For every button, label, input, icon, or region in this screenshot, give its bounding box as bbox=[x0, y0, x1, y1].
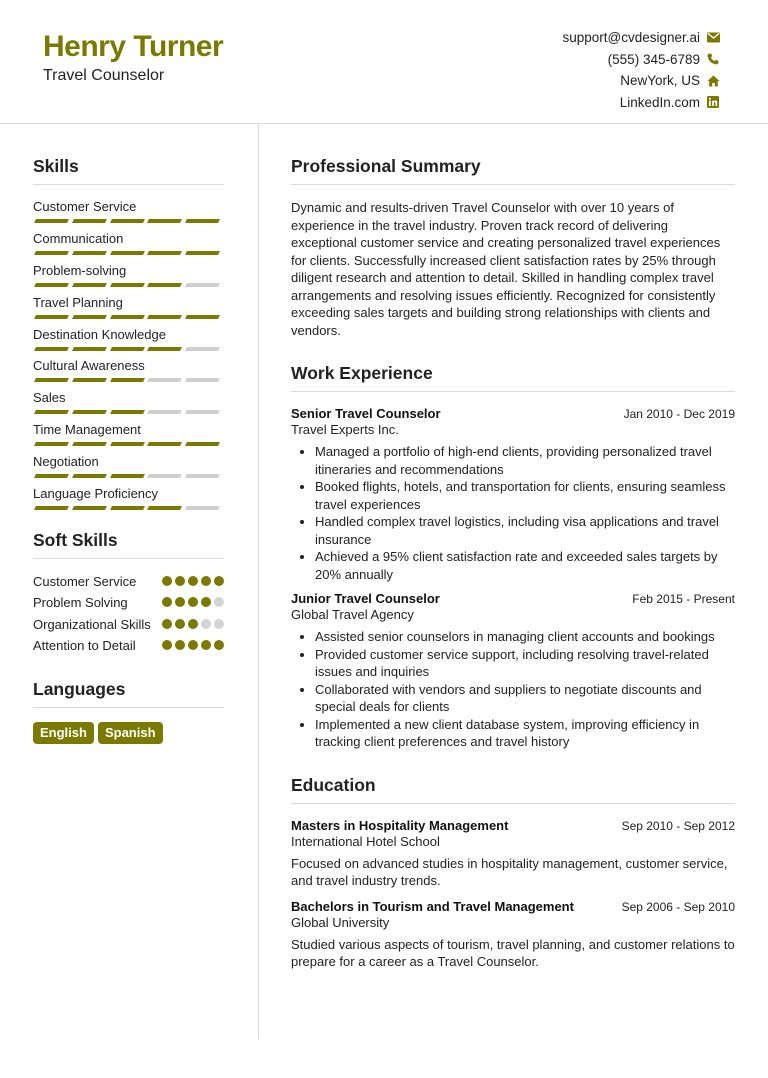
rating-dot-filled bbox=[188, 597, 198, 607]
rating-dot-filled bbox=[175, 640, 185, 650]
contact-phone[interactable] bbox=[562, 49, 720, 71]
contact-linkedin[interactable] bbox=[562, 92, 720, 114]
skill-level-segment-filled bbox=[34, 251, 69, 255]
experience-list bbox=[291, 406, 735, 751]
skill-item bbox=[33, 199, 224, 231]
skill-level-segment-filled bbox=[110, 283, 145, 287]
skill-item bbox=[33, 295, 224, 327]
skill-level-segment-filled bbox=[110, 474, 145, 478]
rating-dot-filled bbox=[175, 597, 185, 607]
skill-name: Cultural Awareness bbox=[33, 358, 145, 374]
candidate-title: Travel Counselor bbox=[43, 67, 165, 84]
skill-level-segment-filled bbox=[34, 219, 69, 223]
skill-item bbox=[33, 454, 224, 486]
envelope-icon bbox=[706, 31, 720, 45]
skill-level-bar bbox=[33, 347, 224, 351]
skill-level-bar bbox=[33, 251, 224, 255]
languages-list bbox=[33, 722, 224, 744]
skill-level-segment-empty bbox=[185, 474, 220, 478]
degree-name: Bachelors in Tourism and Travel Management bbox=[291, 898, 574, 914]
rating-dot-filled bbox=[214, 576, 224, 586]
skill-level-segment-empty bbox=[185, 410, 220, 414]
contact-email-text: support@cvdesigner.ai bbox=[562, 30, 700, 46]
rating-dot-empty bbox=[214, 619, 224, 629]
skill-level-segment-empty bbox=[147, 378, 182, 382]
job-bullet: • Implemented a new client database system, improving efficiency in tracking client preferences and travel history bbox=[315, 716, 735, 751]
skill-level-segment-filled bbox=[72, 347, 107, 351]
skill-name: Travel Planning bbox=[33, 294, 123, 310]
company-name: Travel Experts Inc. bbox=[291, 422, 399, 437]
skill-level-segment-filled bbox=[110, 347, 145, 351]
skill-level-segment-filled bbox=[34, 410, 69, 414]
skill-level-segment-filled bbox=[34, 474, 69, 478]
skills-list bbox=[33, 199, 224, 518]
contact-location bbox=[562, 70, 720, 92]
skill-level-segment-filled bbox=[72, 283, 107, 287]
skill-level-bar bbox=[33, 219, 224, 223]
phone-icon bbox=[706, 52, 720, 66]
job-bullet: • Collaborated with vendors and suppliers to negotiate discounts and special deals for clients bbox=[315, 681, 735, 716]
linkedin-icon bbox=[706, 95, 720, 109]
contact-phone-text: (555) 345-6789 bbox=[607, 51, 700, 67]
education-entry-header bbox=[291, 818, 735, 833]
skills-heading: Skills bbox=[33, 156, 224, 185]
skill-name: Language Proficiency bbox=[33, 486, 159, 502]
skill-level-segment-filled bbox=[185, 442, 220, 446]
home-icon bbox=[706, 74, 720, 88]
summary-text: Dynamic and results-driven Travel Counselor with over 10 years of experience in the travel industry. Proven track record of delivering exceptional customer service and creating personalized travel experiences for clients. Successfully increased client satisfaction rates by 25% through diligent research and attention to detail. Skilled in handling complex travel arrangements and resolving issues efficiently. Recognized for consistently exceeding sales targets and building strong relationships with clients and vendors. bbox=[291, 200, 721, 338]
company-name: Global Travel Agency bbox=[291, 607, 414, 622]
skill-level-segment-filled bbox=[185, 251, 220, 255]
skill-level-segment-empty bbox=[147, 410, 182, 414]
skill-name: Customer Service bbox=[33, 199, 137, 214]
languages-heading: Languages bbox=[33, 679, 224, 708]
skill-name: Communication bbox=[33, 230, 124, 246]
rating-dot-filled bbox=[201, 597, 211, 607]
skill-level-segment-filled bbox=[147, 442, 182, 446]
skill-level-segment-filled bbox=[72, 442, 107, 446]
skill-level-segment-empty bbox=[147, 474, 182, 478]
skill-item bbox=[33, 358, 224, 390]
skill-level-segment-empty bbox=[185, 378, 220, 382]
contact-email[interactable] bbox=[562, 27, 720, 49]
language-badge: English bbox=[33, 722, 94, 744]
education-entry bbox=[291, 818, 735, 890]
skill-name: Negotiation bbox=[33, 454, 99, 470]
skill-level-segment-filled bbox=[110, 219, 145, 223]
job-dates: Feb 2015 - Present bbox=[632, 592, 735, 606]
job-bullets bbox=[291, 443, 735, 583]
skill-level-segment-filled bbox=[110, 251, 145, 255]
education-entry bbox=[291, 899, 735, 971]
rating-dot-filled bbox=[175, 619, 185, 629]
skill-level-segment-filled bbox=[34, 315, 69, 319]
skill-item bbox=[33, 231, 224, 263]
skill-level-bar bbox=[33, 442, 224, 446]
job-bullets bbox=[291, 628, 735, 751]
skill-level-segment-filled bbox=[34, 506, 69, 510]
soft-skill-item bbox=[33, 637, 224, 655]
skill-level-segment-filled bbox=[72, 315, 107, 319]
soft-skill-rating bbox=[159, 597, 224, 607]
skill-level-segment-filled bbox=[34, 283, 69, 287]
soft-skill-rating bbox=[159, 619, 224, 629]
skill-level-segment-filled bbox=[147, 506, 182, 510]
education-description: Studied various aspects of tourism, travel planning, and customer relations to prepare for a career as a Travel Counselor. bbox=[291, 936, 735, 969]
contact-location-text: NewYork, US bbox=[620, 73, 700, 89]
skill-level-bar bbox=[33, 283, 224, 287]
skill-level-segment-filled bbox=[72, 251, 107, 255]
skill-level-bar bbox=[33, 378, 224, 382]
rating-dot-filled bbox=[162, 619, 172, 629]
rating-dot-empty bbox=[201, 619, 211, 629]
skill-level-segment-filled bbox=[147, 315, 182, 319]
skill-level-segment-filled bbox=[110, 506, 145, 510]
soft-skill-name: Customer Service bbox=[33, 573, 137, 589]
soft-skill-item bbox=[33, 573, 224, 591]
skill-name: Destination Knowledge bbox=[33, 326, 166, 342]
rating-dot-filled bbox=[214, 640, 224, 650]
education-dates: Sep 2010 - Sep 2012 bbox=[621, 818, 735, 833]
job-bullet: • Provided customer service support, including resolving travel-related issues and inquiries bbox=[315, 646, 735, 681]
rating-dot-filled bbox=[188, 619, 198, 629]
experience-heading: Work Experience bbox=[291, 363, 735, 392]
soft-skill-name: Organizational Skills bbox=[33, 616, 151, 632]
skill-level-segment-filled bbox=[72, 378, 107, 382]
experience-entry-header bbox=[291, 591, 735, 606]
skill-level-segment-filled bbox=[147, 251, 182, 255]
experience-entry bbox=[291, 406, 735, 583]
experience-entry-header bbox=[291, 406, 735, 421]
job-role: Junior Travel Counselor bbox=[291, 591, 440, 606]
soft-skill-item bbox=[33, 594, 224, 612]
rating-dot-empty bbox=[214, 597, 224, 607]
soft-skill-rating bbox=[159, 576, 224, 586]
rating-dot-filled bbox=[162, 597, 172, 607]
skill-level-segment-filled bbox=[147, 347, 182, 351]
soft-skills-heading: Soft Skills bbox=[33, 530, 224, 559]
skill-level-segment-filled bbox=[34, 442, 69, 446]
skill-level-segment-filled bbox=[110, 378, 145, 382]
job-role: Senior Travel Counselor bbox=[291, 406, 441, 421]
skill-name: Sales bbox=[33, 390, 66, 406]
skill-level-segment-empty bbox=[185, 347, 220, 351]
rating-dot-filled bbox=[201, 640, 211, 650]
rating-dot-filled bbox=[162, 640, 172, 650]
degree-name: Masters in Hospitality Management bbox=[291, 817, 509, 833]
job-bullet: • Handled complex travel logistics, including visa applications and travel insurance bbox=[315, 513, 735, 548]
skill-level-bar bbox=[33, 410, 224, 414]
skill-item bbox=[33, 390, 224, 422]
experience-entry bbox=[291, 591, 735, 751]
summary-heading: Professional Summary bbox=[291, 156, 735, 185]
job-bullet: • Assisted senior counselors in managing client accounts and bookings bbox=[315, 628, 735, 646]
skill-name: Time Management bbox=[33, 422, 141, 438]
job-bullet: • Booked flights, hotels, and transportation for clients, ensuring seamless travel experiences bbox=[315, 478, 735, 513]
skill-name: Problem-solving bbox=[33, 262, 127, 278]
skill-level-segment-filled bbox=[185, 315, 220, 319]
skill-item bbox=[33, 327, 224, 359]
skill-level-segment-filled bbox=[72, 219, 107, 223]
skill-level-segment-filled bbox=[110, 315, 145, 319]
soft-skill-item bbox=[33, 616, 224, 634]
rating-dot-filled bbox=[175, 576, 185, 586]
skill-level-segment-filled bbox=[72, 506, 107, 510]
skill-level-segment-empty bbox=[185, 283, 220, 287]
rating-dot-filled bbox=[201, 576, 211, 586]
skill-item bbox=[33, 422, 224, 454]
resume-header bbox=[0, 0, 768, 124]
job-bullet: • Achieved a 95% client satisfaction rate and exceeded sales targets by 20% annually bbox=[315, 548, 735, 583]
skill-level-segment-filled bbox=[34, 378, 69, 382]
language-badge: Spanish bbox=[98, 722, 163, 744]
candidate-name: Henry Turner bbox=[43, 30, 224, 63]
job-dates: Jan 2010 - Dec 2019 bbox=[623, 407, 735, 421]
soft-skill-name: Problem Solving bbox=[33, 595, 128, 611]
skill-level-segment-filled bbox=[147, 219, 182, 223]
skill-item bbox=[33, 486, 224, 518]
skill-level-segment-empty bbox=[185, 506, 220, 510]
rating-dot-filled bbox=[188, 640, 198, 650]
soft-skill-rating bbox=[159, 640, 224, 650]
skill-level-segment-filled bbox=[185, 219, 220, 223]
left-column bbox=[33, 156, 224, 744]
education-heading: Education bbox=[291, 775, 735, 804]
soft-skills-list bbox=[33, 573, 224, 655]
skill-level-bar bbox=[33, 506, 224, 510]
education-description: Focused on advanced studies in hospitality management, customer service, and travel industry trends. bbox=[291, 855, 728, 888]
skill-level-segment-filled bbox=[72, 474, 107, 478]
rating-dot-filled bbox=[162, 576, 172, 586]
skill-level-segment-filled bbox=[72, 410, 107, 414]
skill-level-bar bbox=[33, 315, 224, 319]
school-name: Global University bbox=[291, 914, 390, 930]
soft-skill-name: Attention to Detail bbox=[33, 638, 136, 654]
skill-level-segment-filled bbox=[34, 347, 69, 351]
contact-linkedin-text: LinkedIn.com bbox=[619, 94, 700, 110]
skill-level-bar bbox=[33, 474, 224, 478]
right-column bbox=[291, 156, 735, 971]
skill-level-segment-filled bbox=[110, 442, 145, 446]
job-bullet: • Managed a portfolio of high-end clients, providing personalized travel itineraries and recommendations bbox=[315, 443, 735, 478]
rating-dot-filled bbox=[188, 576, 198, 586]
skill-level-segment-filled bbox=[147, 283, 182, 287]
contact-list bbox=[562, 27, 720, 113]
column-divider bbox=[258, 124, 259, 1039]
skill-level-segment-filled bbox=[110, 410, 145, 414]
education-dates: Sep 2006 - Sep 2010 bbox=[621, 899, 735, 914]
education-list bbox=[291, 818, 735, 971]
school-name: International Hotel School bbox=[291, 833, 440, 849]
skill-item bbox=[33, 263, 224, 295]
education-entry-header bbox=[291, 899, 735, 914]
